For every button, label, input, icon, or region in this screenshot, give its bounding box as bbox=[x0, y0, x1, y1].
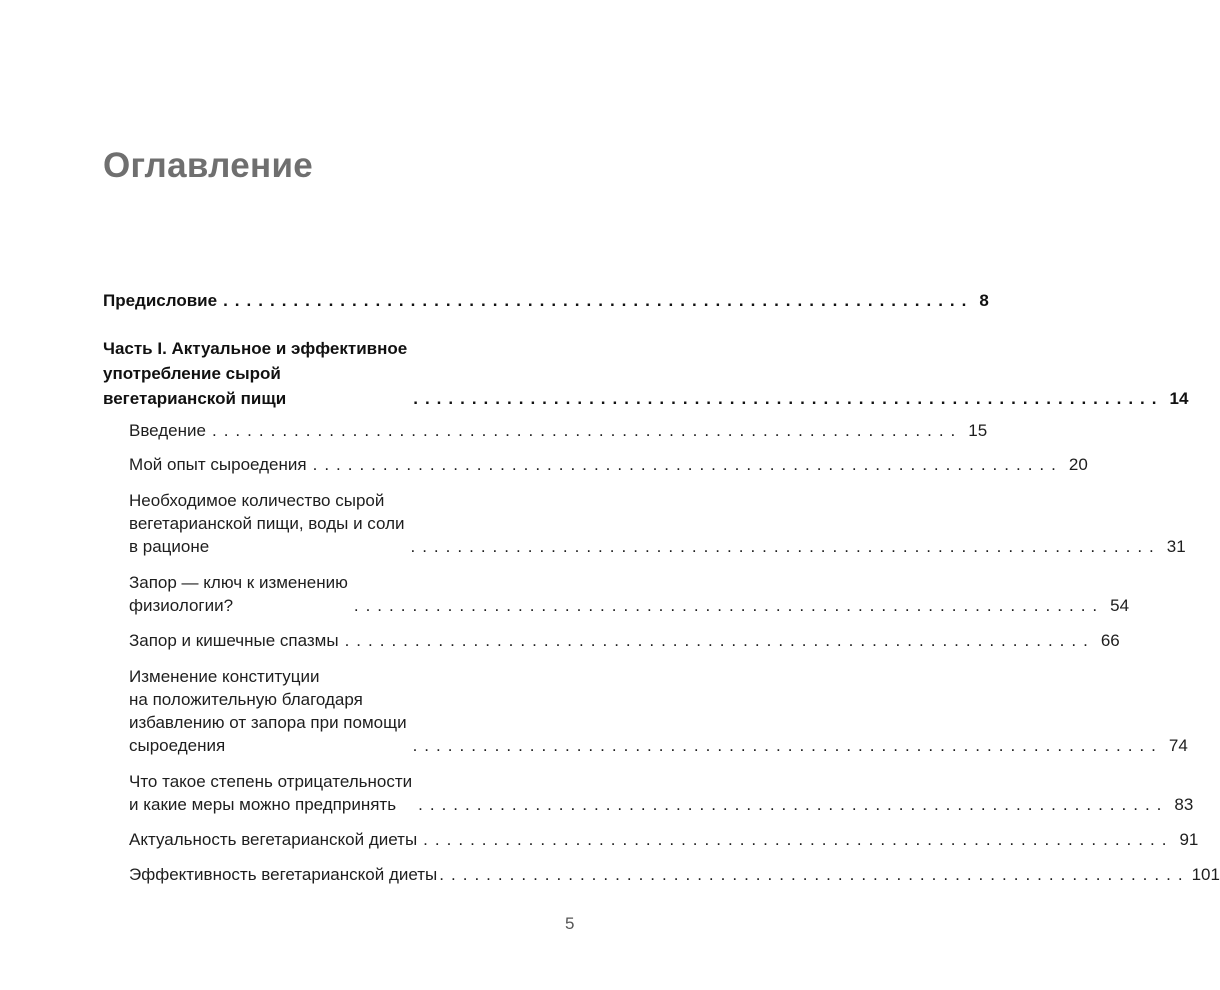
toc-entry-page: 20 bbox=[1068, 455, 1088, 474]
toc-entry-title: Необходимое количество сырой вегетарианской пищи, воды и соли в рационе bbox=[129, 491, 405, 556]
toc-entry-title: Что такое степень отрицательности и какие меры можно предпринять bbox=[129, 772, 413, 814]
toc-entry-title: Эффективность вегетарианской диеты bbox=[129, 865, 438, 884]
toc-entry-introduction bbox=[129, 420, 988, 442]
toc-entry-page: 31 bbox=[1166, 537, 1186, 556]
toc-entry-title: Введение bbox=[129, 421, 206, 440]
toc-entry-page: 8 bbox=[979, 291, 989, 310]
toc-entry-title: Запор и кишечные спазмы bbox=[129, 631, 339, 650]
toc-entry-page: 74 bbox=[1168, 736, 1188, 755]
dot-leader: ................................................................ bbox=[353, 596, 1105, 615]
toc-entry-page: 91 bbox=[1179, 830, 1199, 849]
toc-entry-title: Часть I. Актуальное и эффективное употребление сырой вегетарианской пищи bbox=[103, 339, 408, 408]
dot-leader: ................................................................ bbox=[412, 736, 1163, 755]
toc-entry-constipation-spasms bbox=[129, 630, 1120, 652]
toc-entry-constitution-change bbox=[129, 665, 1188, 757]
dot-leader: ................................................................ bbox=[423, 830, 1174, 849]
page-title: Оглавление bbox=[103, 146, 314, 185]
toc-entry-preface bbox=[103, 290, 989, 312]
dot-leader: ................................................................ bbox=[410, 537, 1161, 556]
toc-entry-page: 14 bbox=[1169, 389, 1189, 408]
toc-entry-required-amount bbox=[129, 489, 1186, 558]
toc-entry-raw-food-experience bbox=[129, 454, 1088, 476]
toc-entry-page: 101 bbox=[1191, 865, 1220, 884]
dot-leader: ................................................................ bbox=[312, 455, 1063, 474]
toc-entry-page: 54 bbox=[1110, 596, 1130, 615]
toc-entry-part-1 bbox=[103, 336, 1189, 411]
toc-entry-title: Изменение конституции на положительную благодаря избавлению от запора при помощи сыроедения bbox=[129, 667, 407, 755]
dot-leader: ................................................................ bbox=[418, 795, 1169, 814]
dot-leader: ................................................................ bbox=[223, 291, 974, 310]
dot-leader: ................................................................ bbox=[413, 389, 1164, 408]
toc-entry-page: 83 bbox=[1174, 795, 1194, 814]
table-of-contents bbox=[103, 290, 1220, 886]
toc-entry-vegetarian-relevance bbox=[129, 829, 1199, 851]
dot-leader: ................................................................ bbox=[439, 865, 1190, 884]
toc-entry-title: Актуальность вегетарианской диеты bbox=[129, 830, 418, 849]
toc-entry-title: Запор — ключ к изменению физиологии? bbox=[129, 573, 348, 615]
dot-leader: ................................................................ bbox=[211, 421, 963, 440]
toc-entry-negativity-degree bbox=[129, 770, 1194, 816]
dot-leader: ................................................................ bbox=[344, 631, 1095, 650]
toc-entry-page: 66 bbox=[1100, 631, 1120, 650]
toc-entry-vegetarian-efficiency bbox=[129, 864, 1220, 886]
toc-entry-title: Мой опыт сыроедения bbox=[129, 455, 307, 474]
toc-entry-constipation-key bbox=[129, 571, 1130, 617]
toc-entry-title: Предисловие bbox=[103, 291, 218, 310]
page-number: 5 bbox=[565, 914, 575, 933]
toc-entry-page: 15 bbox=[968, 421, 988, 440]
